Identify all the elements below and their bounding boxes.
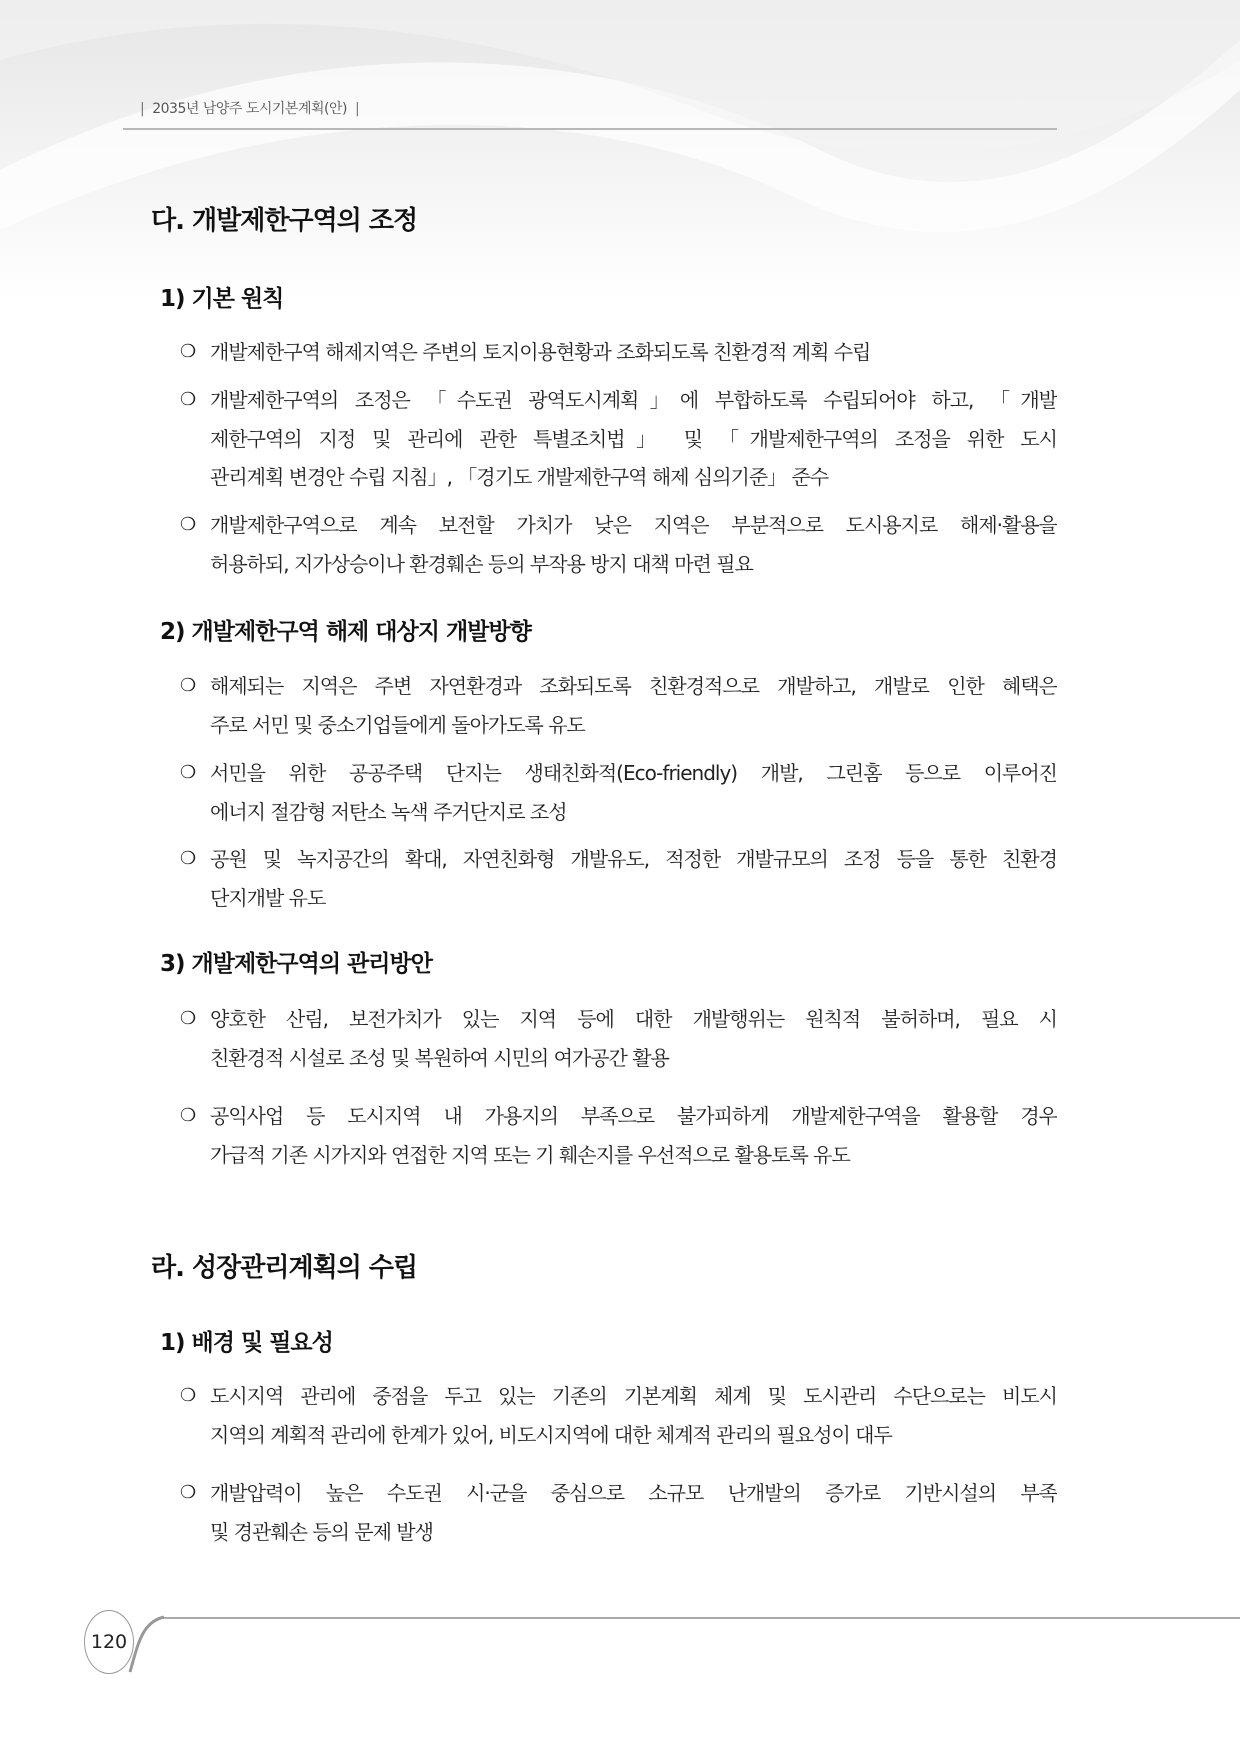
subsection-heading: 1) 기본 원칙 [160,286,284,312]
running-header [132,98,367,118]
bullet-text-line: 주로 서민 및 중소기업들에게 돌아가도록 유도 [210,712,585,737]
bullet-text-line: 개발제한구역 해제지역은 주변의 토지이용현황과 조화되도록 친환경적 계획 수립 [210,340,871,364]
bullet-circle-icon: ❍ [180,675,197,696]
footer-swoosh [128,1614,168,1674]
page-number: 120 [84,1610,134,1674]
bullet-text-line: 관리계획 변경안 수립 지침」, 「경기도 개발제한구역 해제 심의기준」 준수 [210,465,829,489]
bullet-text-line: 지역의 계획적 관리에 한계가 있어, 비도시지역에 대한 체계적 관리의 필요성이 대두 [210,1422,892,1447]
bullet-item [180,754,1057,831]
running-title: 2035년 남양주 도시기본계획(안) [152,101,347,117]
header-wave-background [0,0,1240,300]
bullet-text-line: 도시지역 관리에 중점을 두고 있는 기존의 기본계획 체계 및 도시관리 수단으로는 비도시 [210,1384,1057,1408]
bullet-text-line: 에너지 절감형 저탄소 녹색 주거단지로 조성 [210,799,567,824]
bullet-circle-icon: ❍ [180,1482,197,1503]
bullet-item [180,1377,1057,1454]
bullet-text-line: 서민을 위한 공공주택 단지는 생태친화적(Eco-friendly) 개발, 그린홈 등으로 이루어진 [210,761,1057,785]
bullet-text-line: 단지개발 유도 [210,885,326,910]
header-separator: | [140,101,145,117]
bullet-text-line: 공원 및 녹지공간의 확대, 자연친화형 개발유도, 적정한 개발규모의 조정 등을 통한 친환경 [210,847,1057,871]
bullet-text-line: 가급적 기존 시가지와 연접한 지역 또는 기 훼손지를 우선적으로 활용토록 유도 [210,1142,850,1167]
bullet-circle-icon: ❍ [180,1008,197,1029]
bullet-circle-icon: ❍ [180,1385,197,1406]
bullet-circle-icon: ❍ [180,1105,197,1126]
bullet-text-line: 허용하되, 지가상승이나 환경훼손 등의 부작용 방지 대책 마련 필요 [210,551,753,576]
bullet-circle-icon: ❍ [180,514,197,535]
bullet-circle-icon: ❍ [180,762,197,783]
bullet-text-line: 공익사업 등 도시지역 내 가용지의 부족으로 불가피하게 개발제한구역을 활용할 경우 [210,1104,1057,1128]
bullet-item [180,506,1057,583]
bullet-item [180,1000,1057,1077]
bullet-item [180,1474,1057,1551]
bullet-text-line: 친환경적 시설로 조성 및 복원하여 시민의 여가공간 활용 [210,1045,669,1070]
bullet-item [180,381,1057,497]
bullet-circle-icon: ❍ [180,389,197,410]
bullet-item [180,333,1057,372]
bullet-text-line: 양호한 산림, 보전가치가 있는 지역 등에 대한 개발행위는 원칙적 불허하며, 필요 시 [210,1007,1057,1031]
footer-rule [158,1617,1240,1619]
subsection-heading: 1) 배경 및 필요성 [160,1330,333,1356]
subsection-heading: 2) 개발제한구역 해제 대상지 개발방향 [160,619,531,645]
bullet-item [180,1097,1057,1174]
bullet-text-line: 해제되는 지역은 주변 자연환경과 조화되도록 친환경적으로 개발하고, 개발로 인한 혜택은 [210,674,1057,698]
bullet-item [180,667,1057,744]
section-heading: 라. 성장관리계획의 수립 [151,1253,418,1283]
header-rule [123,128,1057,130]
bullet-text-line: 개발제한구역으로 계속 보전할 가치가 낮은 지역은 부분적으로 도시용지로 해제·활용을 [210,513,1057,537]
bullet-circle-icon: ❍ [180,848,197,869]
header-separator: | [354,101,360,117]
bullet-circle-icon: ❍ [180,341,197,362]
bullet-text-line: 및 경관훼손 등의 문제 발생 [210,1519,433,1544]
subsection-heading: 3) 개발제한구역의 관리방안 [160,951,432,977]
bullet-text-line: 제한구역의 지정 및 관리에 관한 특별조치법」 및 「개발제한구역의 조정을 위한 도시 [210,426,1057,451]
bullet-text-line: 개발제한구역의 조정은 「수도권 광역도시계획」에 부합하도록 수립되어야 하고, 「개발 [210,388,1057,412]
section-heading: 다. 개발제한구역의 조정 [151,206,418,236]
bullet-item [180,840,1057,917]
bullet-text-line: 개발압력이 높은 수도권 시·군을 중심으로 소규모 난개발의 증가로 기반시설의 부족 [210,1481,1057,1505]
